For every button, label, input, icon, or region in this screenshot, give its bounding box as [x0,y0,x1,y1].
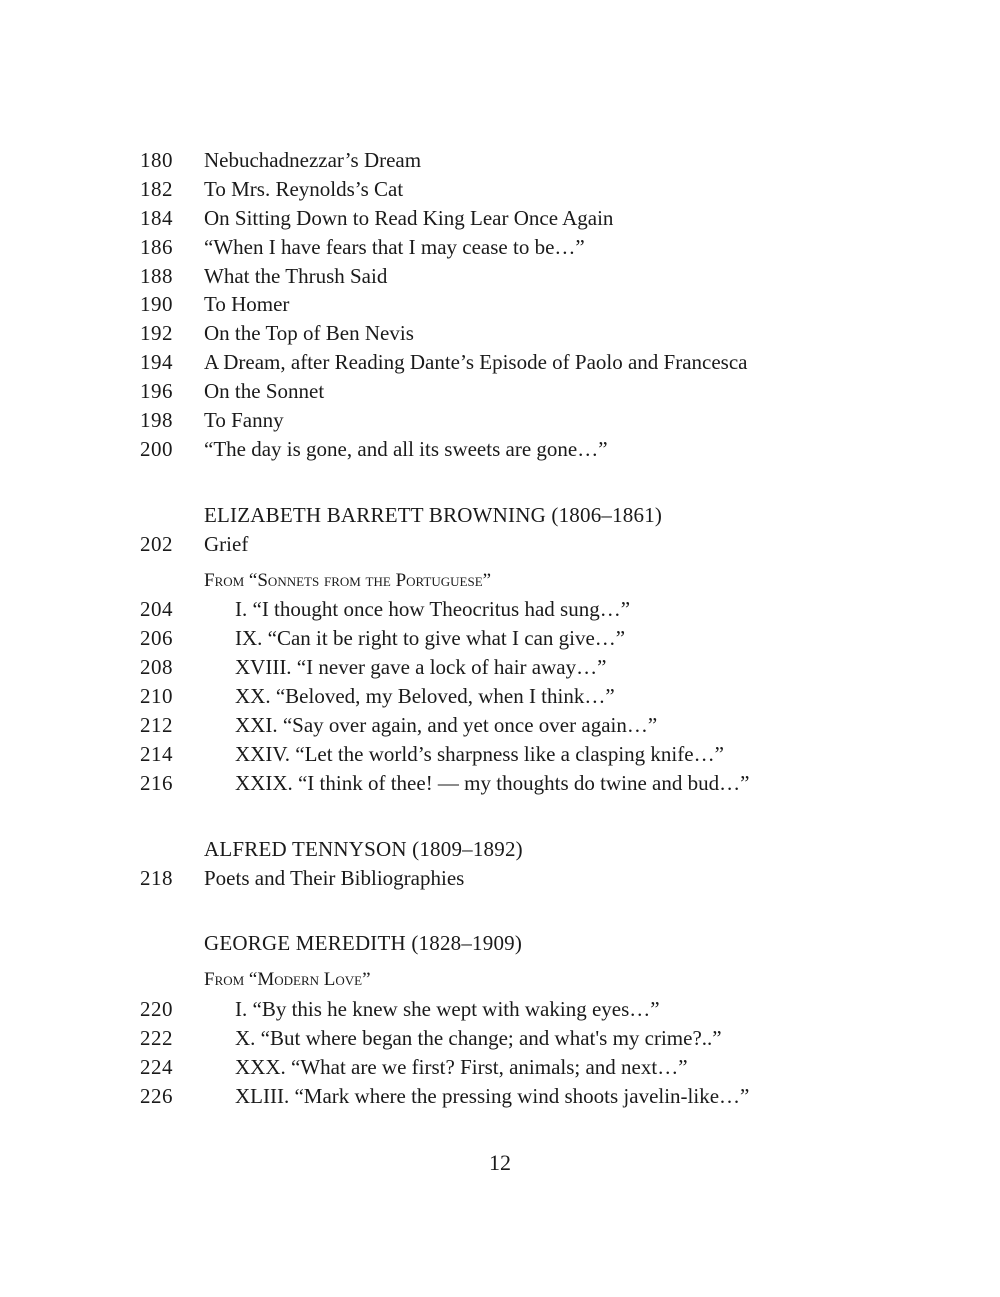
sequence-label: From “Modern Love” [204,969,371,991]
toc-title: To Fanny [204,408,284,433]
toc-page-number: 198 [140,408,173,433]
toc-entry [0,175,1000,204]
toc-entry [0,864,1000,893]
toc-page-number: 188 [140,263,173,288]
toc-title: Nebuchadnezzar’s Dream [204,148,422,172]
toc-title: To Mrs. Reynolds’s Cat [204,176,404,201]
toc-entry [0,290,1000,319]
toc-title: To Homer [204,292,290,317]
toc-page-number: 214 [140,741,173,766]
toc-entry [0,319,1000,348]
toc-page-number: 208 [140,655,173,680]
toc-entry [0,769,1000,798]
toc-entry [0,146,1000,175]
author-heading [0,835,1000,864]
section-spacer [0,798,1000,835]
toc-title: On the Sonnet [204,379,325,404]
toc-title: “When I have fears that I may cease to be…” [204,234,585,259]
toc-entry [0,624,1000,653]
toc-page-number: 204 [140,597,173,622]
toc-entry [0,740,1000,769]
toc-page-number: 212 [140,713,173,738]
toc-page-number: 190 [140,292,173,317]
toc-entry [0,995,1000,1024]
toc-title: I. “I thought once how Theocritus had sung…” [235,597,631,622]
toc-page-number: 226 [140,1083,173,1108]
sequence-spacer [0,559,1000,567]
toc-entry [0,711,1000,740]
toc-entry [0,204,1000,233]
toc-entry [0,406,1000,435]
toc-entry [0,1082,1000,1111]
toc-page-number: 224 [140,1055,173,1080]
section-spacer [0,892,1000,929]
section-spacer [0,464,1000,501]
toc-entry [0,1053,1000,1082]
toc-page-number: 196 [140,379,173,404]
toc-entry [0,595,1000,624]
toc-title: XXI. “Say over again, and yet once over again…” [235,713,658,738]
toc-page-number: 220 [140,997,173,1022]
toc-page-number: 218 [140,865,173,890]
toc-entry [0,682,1000,711]
author-name: ALFRED TENNYSON (1809–1892) [204,836,523,861]
page-number: 12 [489,1150,511,1175]
toc-title: IX. “Can it be right to give what I can give…” [235,626,626,651]
sequence-spacer [0,958,1000,966]
toc-page-number: 202 [140,531,173,556]
toc-title: What the Thrush Said [204,263,388,288]
toc-title: Poets and Their Bibliographies [204,865,465,890]
toc-page-number: 200 [140,436,173,461]
toc-page-number: 194 [140,350,173,375]
toc-page-number: 180 [140,148,173,172]
toc-title: I. “By this he knew she wept with waking eyes…” [235,997,660,1022]
toc-page-number: 182 [140,176,173,201]
toc-title: XLIII. “Mark where the pressing wind shoots javelin-like…” [235,1083,750,1108]
author-heading [0,501,1000,530]
toc-entry [0,435,1000,464]
author-heading [0,929,1000,958]
sequence-heading [0,966,1000,995]
toc-title: A Dream, after Reading Dante’s Episode of Paolo and Francesca [204,350,748,375]
toc-entry [0,1024,1000,1053]
toc-entry [0,377,1000,406]
toc-title: Grief [204,531,249,556]
toc-entry [0,348,1000,377]
author-name: ELIZABETH BARRETT BROWNING (1806–1861) [204,502,663,527]
sequence-label: From “Sonnets from the Portuguese” [204,569,492,591]
toc-page-number: 216 [140,770,173,795]
sequence-heading [0,567,1000,596]
toc-entry [0,262,1000,291]
toc-page-number: 206 [140,626,173,651]
toc-title: XXIV. “Let the world’s sharpness like a clasping knife…” [235,741,724,766]
toc-title: On Sitting Down to Read King Lear Once Again [204,205,614,230]
toc-title: XVIII. “I never gave a lock of hair away…” [235,655,607,680]
toc-title: XXIX. “I think of thee! — my thoughts do twine and bud…” [235,770,750,795]
toc-entry [0,653,1000,682]
toc-title: On the Top of Ben Nevis [204,321,414,346]
toc-page-number: 222 [140,1026,173,1051]
toc-page-number: 210 [140,684,173,709]
toc-page-number: 192 [140,321,173,346]
toc-title: X. “But where began the change; and what's my crime?..” [235,1026,722,1051]
table-of-contents [0,146,1000,1111]
toc-entry [0,530,1000,559]
toc-page-number: 184 [140,205,173,230]
toc-page-number: 186 [140,234,173,259]
toc-entry [0,233,1000,262]
author-name: GEORGE MEREDITH (1828–1909) [204,931,523,956]
toc-title: “The day is gone, and all its sweets are gone…” [204,436,608,461]
toc-title: XX. “Beloved, my Beloved, when I think…” [235,684,615,709]
toc-title: XXX. “What are we first? First, animals; and next…” [235,1055,688,1080]
